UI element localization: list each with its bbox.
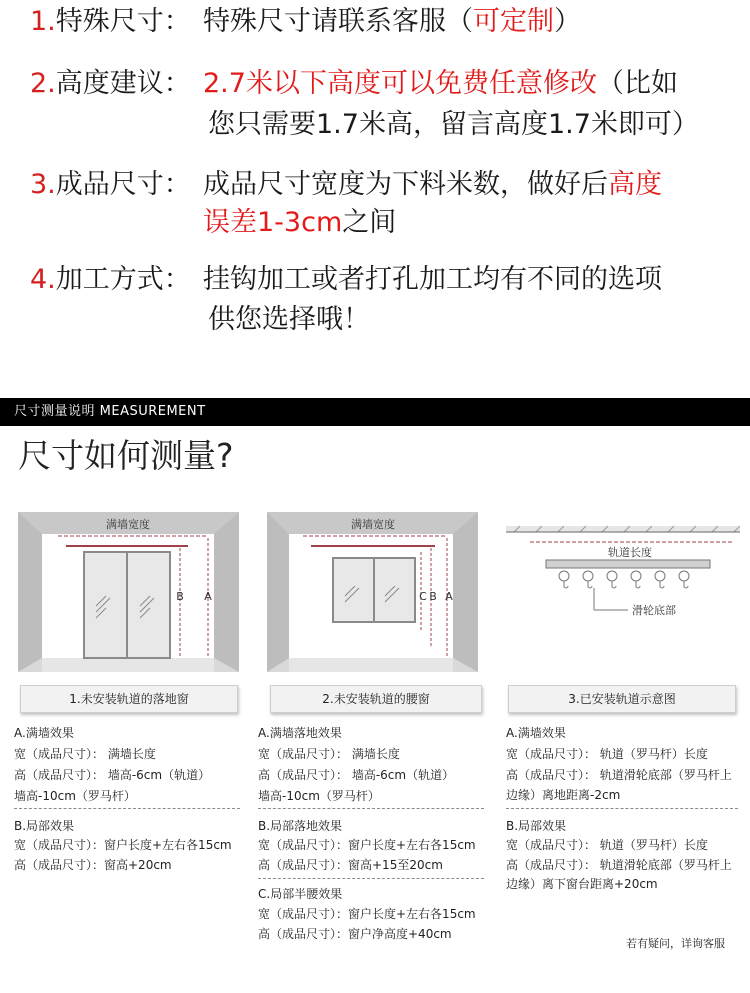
diagram-installed-track [506,522,740,632]
pulley-wheels [559,571,689,581]
col3-b-line: 边缘）离下窗台距离+20cm [506,877,658,891]
col2-b-title: B.局部落地效果 [258,819,343,833]
hooks [564,581,688,588]
col1-b-line: 宽（成品尺寸）：窗户长度+左右各15cm [14,838,232,852]
diagram-2-caption: 2.未安装轨道的腰窗 [270,685,482,713]
col2-b-line: 宽（成品尺寸）：窗户长度+左右各15cm [258,838,476,852]
spec-2-value [203,66,678,102]
spec-highlight: 2.7米以下高度可以免费任意修改 [203,68,597,99]
col3-a-title: A.满墙效果 [506,726,566,740]
spec-text: （比如 [596,68,678,99]
spec-label: 特殊尺寸： [55,6,191,37]
col1-b-line: 高（成品尺寸）：窗高+20cm [14,858,172,872]
col1-b-title: B.局部效果 [14,819,75,833]
col1-a-line: 高（成品尺寸）： 墙高-6cm（轨道） [14,768,211,782]
height-a-label: A [445,590,453,603]
col3-a-line: 高（成品尺寸）： 轨道滑轮底部（罗马杆上 [506,768,732,782]
spec-4-row [30,262,191,298]
diagram-floor-window [18,508,240,676]
col2-b-line: 高（成品尺寸）：窗高+15至20cm [258,858,443,872]
floor [289,658,453,672]
col2-c-line: 高（成品尺寸）：窗户净高度+40cm [258,927,452,941]
spec-3-line2 [203,205,396,241]
measurement-banner: 尺寸测量说明 MEASUREMENT [0,398,750,426]
col2-a-line: 宽（成品尺寸）： 满墙长度 [258,747,400,761]
divider [258,808,484,809]
spec-3-value [203,167,662,203]
width-label: 满墙宽度 [106,518,150,531]
spec-2-line2: 您只需要1.7米高，留言高度1.7米即可） [208,109,699,140]
left-wall-shade [18,512,42,672]
spec-highlight: 误差1-3cm [203,207,343,238]
spec-number: 1. [30,6,56,37]
spec-1-value [203,4,581,40]
divider [14,808,240,809]
spec-label: 加工方式： [55,264,191,295]
diagram-waist-window [267,508,479,676]
floor [42,658,214,672]
spec-text: 之间 [342,207,397,238]
diagram-3-caption: 3.已安装轨道示意图 [508,685,736,713]
col2-c-title: C.局部半腰效果 [258,887,343,901]
col2-a-line: 高（成品尺寸）： 墙高-6cm（轨道） [258,768,455,782]
spec-4-value: 挂钩加工或者打孔加工均有不同的选项 [203,264,662,295]
spec-label: 高度建议： [55,68,191,99]
spec-1-row [30,4,191,40]
spec-text: 成品尺寸宽度为下料米数，做好后 [203,169,608,200]
spec-highlight: 可定制 [473,6,554,37]
height-a-label: A [204,590,212,603]
height-b-label: B [176,590,184,603]
col3-b-line: 宽（成品尺寸）： 轨道（罗马杆）长度 [506,838,708,852]
spec-2-row [30,66,191,102]
spec-number: 4. [30,264,56,295]
spec-number: 2. [30,68,56,99]
footer-note: 若有疑问，详询客服 [626,937,725,950]
col1-a-line: 墙高-10cm（罗马杆） [14,789,136,803]
height-c-label: C [419,590,427,603]
col3-b-title: B.局部效果 [506,819,567,833]
how-to-measure-title: 尺寸如何测量? [18,436,234,475]
col2-a-title: A.满墙落地效果 [258,726,342,740]
left-wall-shade [267,512,289,672]
col3-a-line: 边缘）离地距离-2cm [506,788,621,802]
col3-b-line: 高（成品尺寸）： 轨道滑轮底部（罗马杆上 [506,858,732,872]
diagram-1-caption: 1.未安装轨道的落地窗 [20,685,238,713]
spec-text: 特殊尺寸请联系客服（ [203,6,473,37]
spec-label: 成品尺寸： [55,169,191,200]
col3-a-line: 宽（成品尺寸）： 轨道（罗马杆）长度 [506,747,708,761]
track-rail [546,560,710,568]
col2-a-line: 墙高-10cm（罗马杆） [258,789,380,803]
spec-3-row [30,167,191,203]
height-b-label: B [429,590,437,603]
spec-text: ） [554,6,581,37]
col2-c-line: 宽（成品尺寸）：窗户长度+左右各15cm [258,907,476,921]
col1-a-line: 宽（成品尺寸）： 满墙长度 [14,747,156,761]
divider [258,878,484,879]
right-wall-shade [453,512,478,672]
spec-4-line2: 供您选择哦！ [208,304,370,335]
width-label: 满墙宽度 [351,518,395,531]
spec-highlight: 高度 [608,169,662,200]
col1-a-title: A.满墙效果 [14,726,74,740]
pulley-bottom-label: 滑轮底部 [632,604,676,617]
divider [506,808,738,809]
spec-number: 3. [30,169,56,200]
track-length-label: 轨道长度 [608,546,652,559]
right-wall-shade [214,512,239,672]
